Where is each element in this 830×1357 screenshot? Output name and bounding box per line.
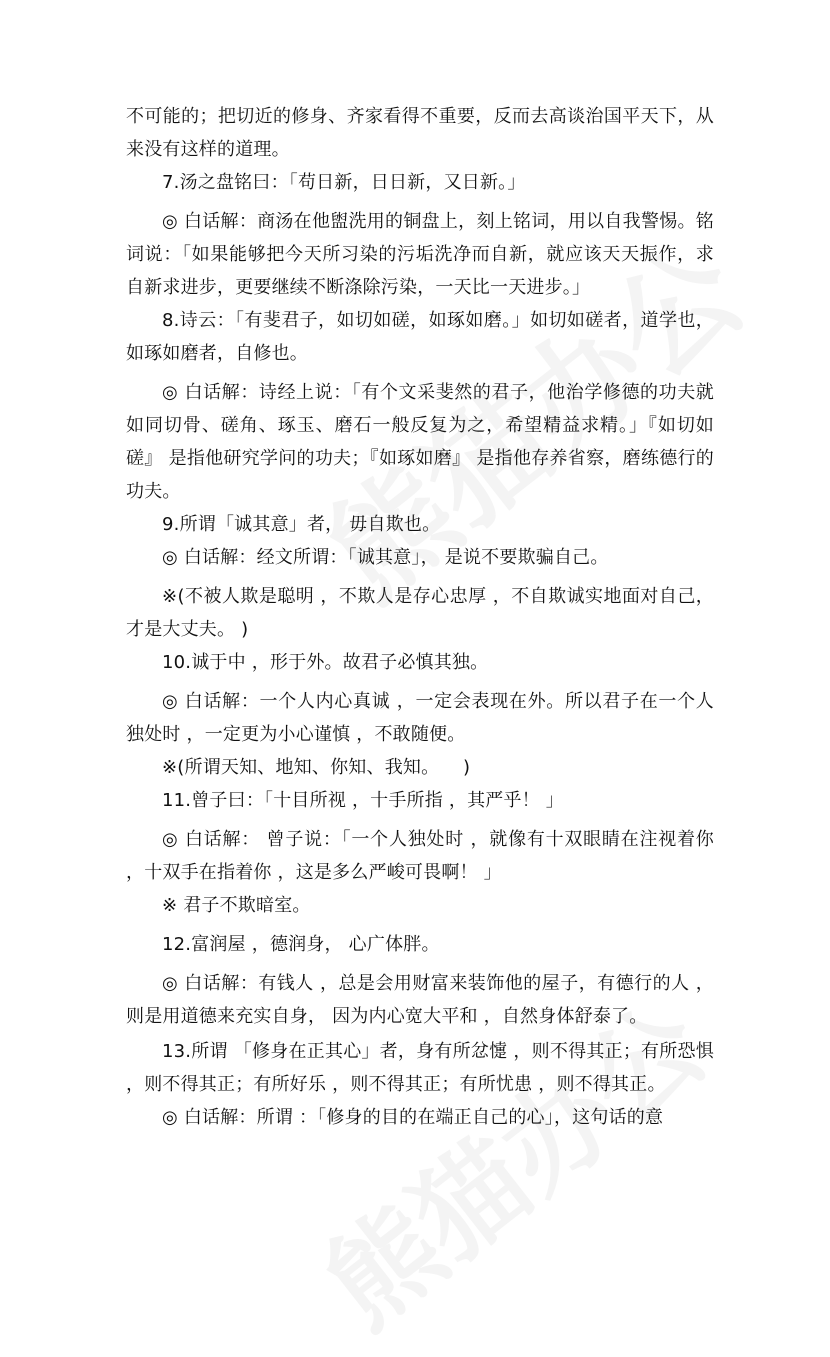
paragraph-explanation-11: ◎ 白话解： 曾子说：「一个人独处时 ，就像有十双眼睛在注视着你 ，十双手在指着你 ，这是多么严峻可畏啊！ 」 bbox=[126, 829, 720, 883]
paragraph-explanation-9: ◎ 白话解：经文所谓：「诚其意」， 是说不要欺骗自己。 bbox=[162, 547, 609, 568]
paragraph-section-9: 9.所谓「诚其意」者， 毋自欺也。 bbox=[162, 514, 441, 535]
paragraph-section-8: 8.诗云：「有斐君子，如切如磋，如琢如磨。」如切如磋者，道学也，如琢如磨者，自修也。 bbox=[126, 310, 714, 364]
paragraph-explanation-8: ◎ 白话解：诗经上说：「有个文采斐然的君子，他治学修德的功夫就如同切骨、磋角、琢玉、磨石一般反复为之，希望精益求精。」『如切如磋』 是指他研究学问的功夫；『如琢如磨』 是指他存养省察，磨练德行的功夫。 bbox=[126, 382, 714, 502]
document-body bbox=[126, 100, 720, 1134]
paragraph-section-10: 10.诚于中 ，形于外。故君子必慎其独。 bbox=[162, 652, 489, 673]
paragraph-explanation-7: ◎ 白话解：商汤在他盥洗用的铜盘上，刻上铭词，用以自我警惕。铭词说：「如果能够把今天所习染的污垢洗净而自新，就应该天天振作，求自新求进步，更要继续不断涤除污染，一天比一天进步。」 bbox=[126, 211, 714, 298]
paragraph-section-12: 12.富润屋 ，德润身， 心广体胖。 bbox=[162, 934, 440, 955]
paragraph-continuation: 不可能的；把切近的修身、齐家看得不重要，反而去高谈治国平天下，从来没有这样的道理。 bbox=[126, 106, 714, 160]
paragraph-section-11: 11.曾子曰：「十目所视 ，十手所指 ，其严乎！ 」 bbox=[162, 790, 564, 811]
paragraph-note-9: ※(不被人欺是聪明 ，不欺人是存心忠厚 ，不自欺诚实地面对自己，才是大丈夫。 ) bbox=[126, 586, 714, 640]
paragraph-explanation-10: ◎ 白话解：一个人内心真诚 ，一定会表现在外。所以君子在一个人独处时 ，一定更为小心谨慎 ，不敢随便。 bbox=[126, 691, 714, 745]
paragraph-note-11: ※ 君子不欺暗室。 bbox=[162, 895, 311, 916]
paragraph-section-13: 13.所谓 「修身在正其心」者，身有所忿懥 ，则不得其正；有所恐惧 ，则不得其正；有所好乐 ，则不得其正；有所忧患 ，则不得其正。 bbox=[126, 1041, 720, 1095]
paragraph-explanation-13: ◎ 白话解：所谓 ：「修身的目的在端正自己的心」，这句话的意 bbox=[162, 1107, 664, 1128]
paragraph-note-10: ※(所谓天知、地知、你知、我知。 ) bbox=[162, 757, 471, 778]
paragraph-section-7: 7.汤之盘铭曰：「苟日新，日日新，又日新。」 bbox=[162, 172, 526, 193]
paragraph-explanation-12: ◎ 白话解：有钱人 ，总是会用财富来装饰他的屋子，有德行的人 ，则是用道德来充实自身， 因为内心宽大平和 ，自然身体舒泰了。 bbox=[126, 973, 714, 1027]
